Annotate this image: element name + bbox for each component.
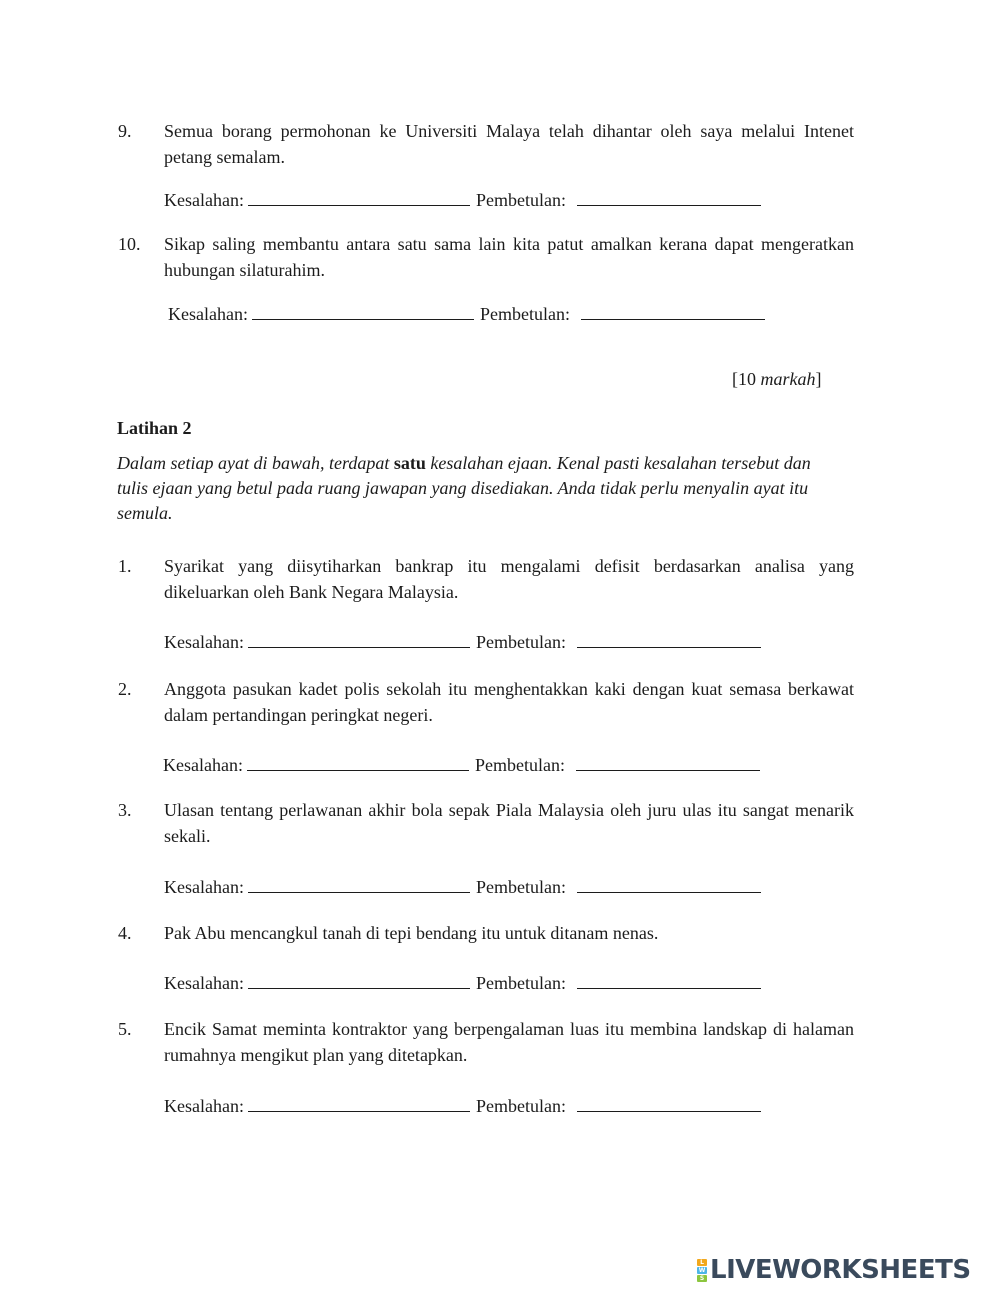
question-10 <box>118 231 854 283</box>
pembetulan-label: Pembetulan: <box>475 877 566 897</box>
answer-row-3 <box>164 876 761 898</box>
answer-row-9 <box>164 189 761 211</box>
pembetulan-answer-line[interactable] <box>577 1096 761 1112</box>
logo-mark-letter: W <box>698 1266 706 1274</box>
pembetulan-answer-line[interactable] <box>577 190 761 206</box>
question-number: 3. <box>118 800 132 820</box>
kesalahan-label: Kesalahan: <box>164 190 244 210</box>
kesalahan-label: Kesalahan: <box>168 304 248 324</box>
answer-row-1 <box>164 631 761 653</box>
question-4 <box>118 920 854 946</box>
marks-total <box>732 368 822 390</box>
question-text: Syarikat yang diisytiharkan bankrap itu mengalami defisit berdasarkan analisa yang dikeluarkan oleh Bank Negara Malaysia. <box>164 556 854 602</box>
question-9 <box>118 118 854 170</box>
question-text: Encik Samat meminta kontraktor yang berpengalaman luas itu membina landskap di halaman rumahnya mengikut plan yang ditetapkan. <box>164 1019 854 1065</box>
kesalahan-answer-line[interactable] <box>248 190 470 206</box>
instruction-text: Dalam setiap ayat di bawah, terdapat <box>117 453 394 473</box>
question-2 <box>118 676 854 728</box>
pembetulan-label: Pembetulan: <box>475 190 566 210</box>
pembetulan-label: Pembetulan: <box>475 973 566 993</box>
marks-open: [10 <box>732 369 761 389</box>
question-text: Semua borang permohonan ke Universiti Malaya telah dihantar oleh saya melalui Intenet petang semalam. <box>164 121 854 167</box>
marks-close: ] <box>815 369 822 389</box>
answer-row-5 <box>164 1095 761 1117</box>
question-text: Anggota pasukan kadet polis sekolah itu menghentakkan kaki dengan kuat semasa berkawat dalam pertandingan peringkat negeri. <box>164 679 854 725</box>
pembetulan-answer-line[interactable] <box>577 877 761 893</box>
pembetulan-label: Pembetulan: <box>479 304 570 324</box>
instruction-text: kesalahan ejaan. Kenal pasti kesalahan tersebut dan tulis ejaan yang betul pada ruang jawapan yang disediakan. Anda tidak perlu menyalin ayat itu semula. <box>117 453 811 523</box>
kesalahan-label: Kesalahan: <box>164 877 244 897</box>
kesalahan-label: Kesalahan: <box>163 755 243 775</box>
logo-mark-letter: L <box>697 1259 707 1266</box>
logo-mark-letter: S <box>697 1275 707 1282</box>
kesalahan-answer-line[interactable] <box>248 973 470 989</box>
question-text: Ulasan tentang perlawanan akhir bola sepak Piala Malaysia oleh juru ulas itu sangat menarik sekali. <box>164 800 854 846</box>
kesalahan-answer-line[interactable] <box>252 304 474 320</box>
pembetulan-answer-line[interactable] <box>581 304 765 320</box>
question-text: Sikap saling membantu antara satu sama lain kita patut amalkan kerana dapat mengeratkan hubungan silaturahim. <box>164 234 854 280</box>
answer-row-10 <box>168 303 765 325</box>
question-number: 4. <box>118 923 132 943</box>
question-number: 9. <box>118 121 132 141</box>
liveworksheets-logo <box>697 1255 971 1285</box>
pembetulan-answer-line[interactable] <box>577 632 761 648</box>
kesalahan-answer-line[interactable] <box>248 632 470 648</box>
pembetulan-answer-line[interactable] <box>577 973 761 989</box>
section-title: Latihan 2 <box>117 418 192 438</box>
question-text: Pak Abu mencangkul tanah di tepi bendang itu untuk ditanam nenas. <box>164 923 659 943</box>
instruction-emphasis: satu <box>393 453 426 473</box>
question-number: 5. <box>118 1019 132 1039</box>
kesalahan-label: Kesalahan: <box>164 632 244 652</box>
question-number: 10. <box>118 234 141 254</box>
question-3 <box>118 797 854 849</box>
question-number: 1. <box>118 556 132 576</box>
kesalahan-answer-line[interactable] <box>248 1096 470 1112</box>
logo-text: LIVEWORKSHEETS <box>710 1255 971 1285</box>
kesalahan-label: Kesalahan: <box>164 1096 244 1116</box>
answer-row-4 <box>164 972 761 994</box>
kesalahan-answer-line[interactable] <box>248 877 470 893</box>
kesalahan-label: Kesalahan: <box>164 973 244 993</box>
pembetulan-label: Pembetulan: <box>475 632 566 652</box>
question-1 <box>118 553 854 605</box>
liveworksheets-mark-icon <box>697 1259 707 1282</box>
question-5 <box>118 1016 854 1068</box>
marks-word: markah <box>760 369 816 389</box>
pembetulan-label: Pembetulan: <box>475 1096 566 1116</box>
question-number: 2. <box>118 679 132 699</box>
pembetulan-answer-line[interactable] <box>576 755 760 771</box>
answer-row-2 <box>163 754 760 776</box>
section-instruction <box>117 451 837 526</box>
kesalahan-answer-line[interactable] <box>247 755 469 771</box>
pembetulan-label: Pembetulan: <box>474 755 565 775</box>
